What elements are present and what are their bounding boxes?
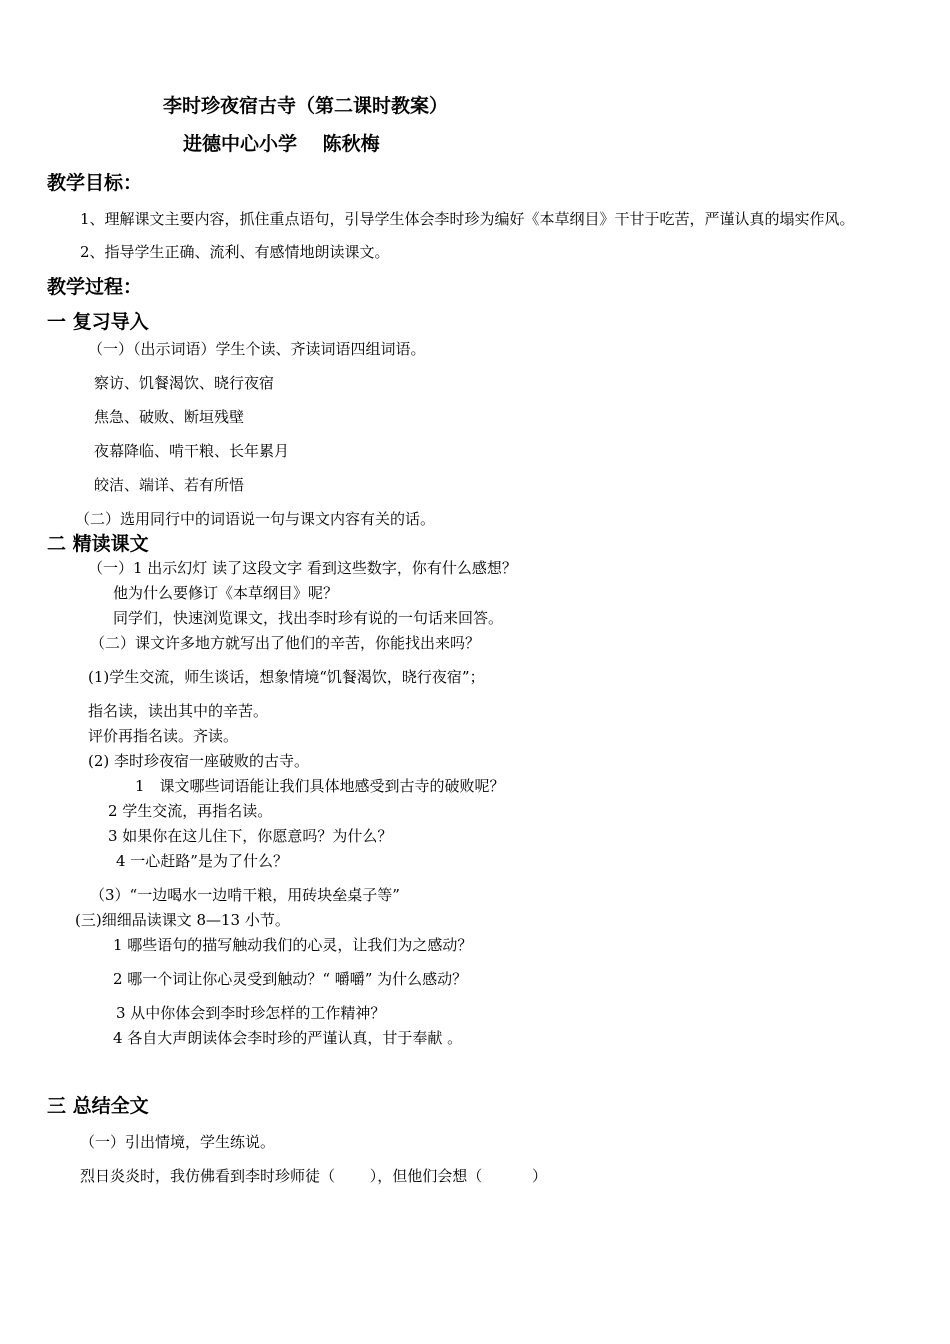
section2-line-18: 4 各自大声朗读体会李时珍的严谨认真，甘于奉献 。 — [113, 1029, 463, 1047]
section1-line-1: （一）（出示词语）学生个读、齐读词语四组词语。 — [88, 340, 426, 358]
page-title: 李时珍夜宿古寺（第二课时教案） — [163, 95, 449, 117]
section2-line-4: （二）课文许多地方就写出了他们的辛苦，你能找出来吗？ — [90, 634, 481, 652]
section2-line-5: (1)学生交流，师生谈话，想象情境“饥餐渴饮，晓行夜宿”； — [88, 668, 485, 686]
section2-line-9: 1 课文哪些词语能让我们具体地感受到古寺的破败呢？ — [135, 777, 505, 795]
author-line: 进德中心小学 陈秋梅 — [183, 133, 380, 155]
goal-item-1: 1、理解课文主要内容，抓住重点语句，引导学生体会李时珍为编好《本草纲目》干甘于吃苦，严谨认真的塌实作风。 — [80, 210, 855, 228]
section2-line-1: （一）1 出示幻灯 读了这段文字 看到这些数字，你有什么感想？ — [88, 559, 517, 577]
section2-line-6: 指名读，读出其中的辛苦。 — [88, 702, 269, 720]
section2-line-11: 3 如果你在这儿住下，你愿意吗？为什么？ — [108, 827, 393, 845]
section2-line-7: 评价再指名读。齐读。 — [88, 727, 239, 745]
section2-line-14: (三)细细品读课文 8—13 小节。 — [75, 911, 290, 929]
section2-line-15: 1 哪些语句的描写触动我们的心灵，让我们为之感动？ — [113, 936, 473, 954]
section2-line-17: 3 从中你体会到李时珍怎样的工作精神？ — [116, 1004, 386, 1022]
word-group-2: 焦急、破败、断垣残壁 — [94, 408, 245, 426]
section2-line-12: 4 一心赶路”是为了什么？ — [116, 852, 288, 870]
section2-line-2: 他为什么要修订《本草纲目》呢？ — [113, 584, 339, 602]
section1-line-2: （二）选用同行中的词语说一句与课文内容有关的话。 — [75, 510, 436, 528]
process-heading: 教学过程： — [47, 276, 143, 298]
word-group-4: 皎洁、端详、若有所悟 — [94, 476, 245, 494]
section3-heading: 三 总结全文 — [47, 1095, 149, 1117]
goals-heading: 教学目标： — [47, 172, 143, 194]
section2-line-16: 2 哪一个词让你心灵受到触动？“ 嚼嚼” 为什么感动？ — [113, 970, 468, 988]
section2-heading: 二 精读课文 — [47, 533, 149, 555]
section2-line-10: 2 学生交流，再指名读。 — [108, 802, 273, 820]
word-group-3: 夜幕降临、啃干粮、长年累月 — [94, 442, 290, 460]
section3-line-2: 烈日炎炎时，我仿佛看到李时珍师徒（ ），但他们会想（ ） — [80, 1167, 548, 1185]
word-group-1: 察访、饥餐渴饮、晓行夜宿 — [94, 374, 275, 392]
section2-line-13: （3）“一边喝水一边啃干粮，用砖块垒桌子等” — [90, 886, 400, 904]
section3-line-1: （一）引出情境，学生练说。 — [80, 1133, 276, 1151]
goal-item-2: 2、指导学生正确、流利、有感情地朗读课文。 — [80, 243, 390, 261]
section2-line-3: 同学们，快速浏览课文，找出李时珍有说的一句话来回答。 — [113, 609, 504, 627]
section1-heading: 一 复习导入 — [47, 311, 149, 333]
section2-line-8: (2) 李时珍夜宿一座破败的古寺。 — [88, 752, 310, 770]
